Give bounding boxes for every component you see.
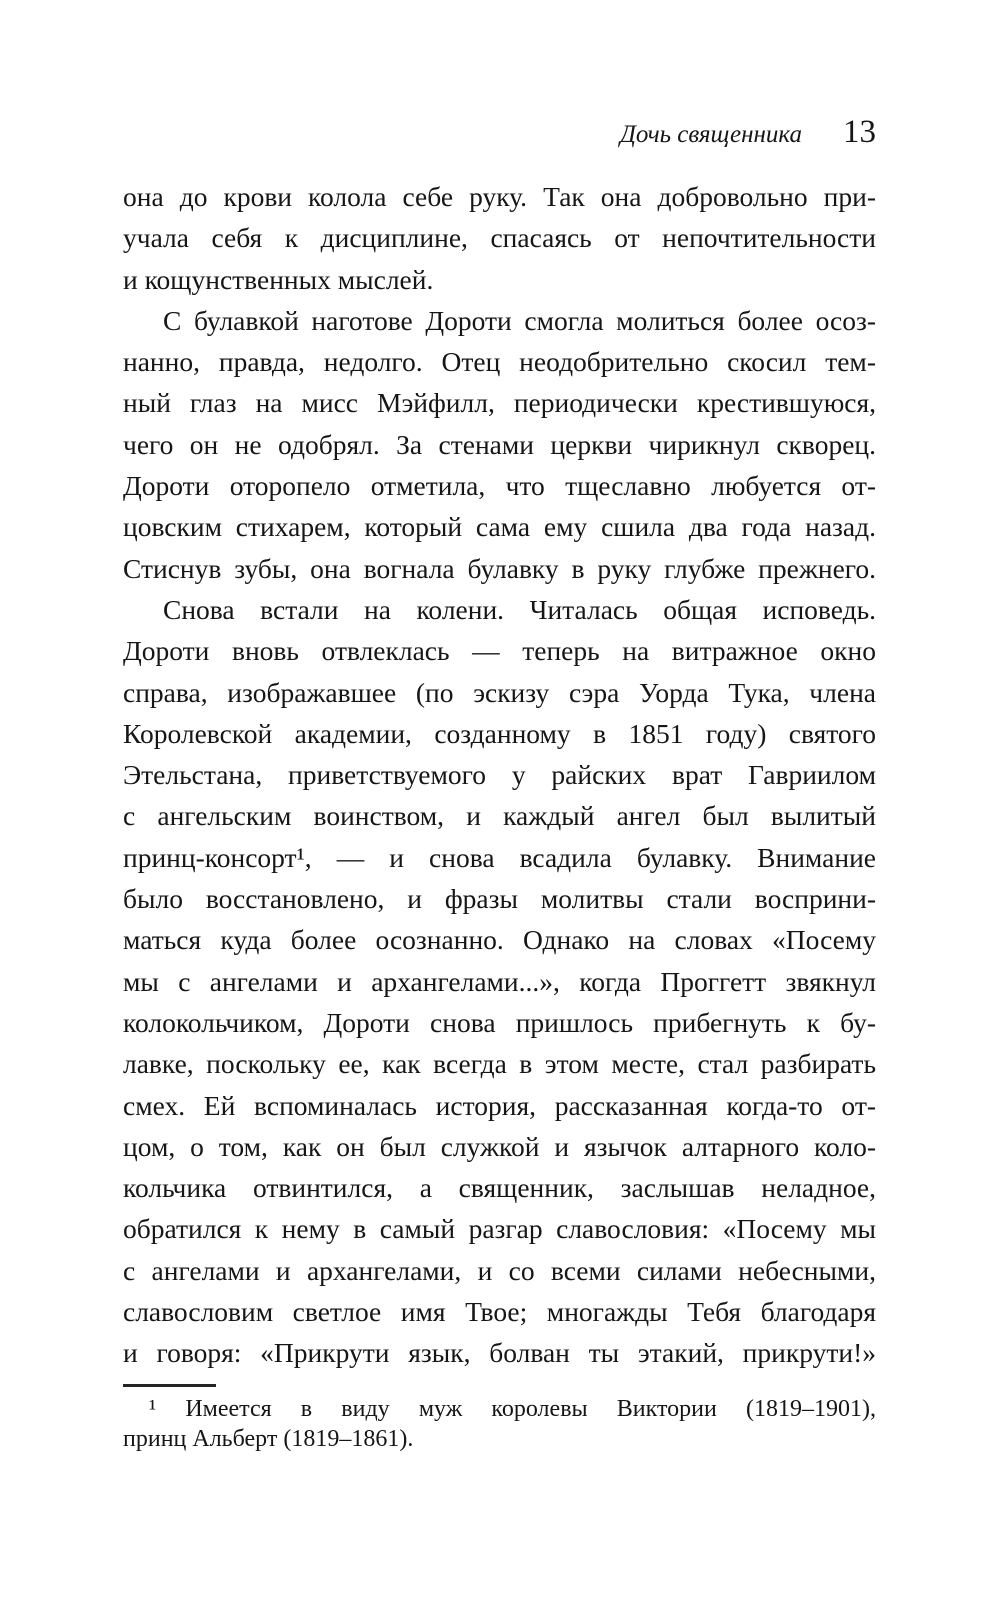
running-header	[123, 114, 876, 151]
page-number: 13	[843, 114, 876, 150]
text-line: цовским стихарем, который сама ему сшила два года назад.	[123, 511, 876, 543]
text-line: нанно, правда, недолго. Отец неодобрительно скосил тем-	[123, 346, 876, 378]
text-line: Стиснув зубы, она вогнала булавку в руку глубже прежнего.	[123, 552, 876, 584]
text-line: Снова встали на колени. Читалась общая исповедь.	[163, 593, 876, 625]
text-line: справа, изображавшее (по эскизу сэра Уорда Тука, члена	[123, 676, 876, 708]
text-line: принц-консорт¹, — и снова всадила булавку. Внимание	[123, 841, 876, 873]
text-line: обратился к нему в самый разгар славословия: «Посему мы	[123, 1213, 876, 1245]
text-line: она до крови колола себе руку. Так она добровольно при-	[123, 181, 876, 212]
text-line: мы с ангелами и архангелами...», когда Проггетт звякнул	[123, 965, 876, 997]
text-line: смех. Ей вспоминалась история, рассказанная когда-то от-	[123, 1089, 876, 1121]
text-line: Дороти вновь отвлеклась — теперь на витражное окно	[123, 635, 876, 667]
text-line: ный глаз на мисс Мэйфилл, периодически крестившуюся,	[123, 387, 876, 419]
text-line: с ангельским воинством, и каждый ангел был вылитый	[123, 800, 876, 832]
text-line: колокольчиком, Дороти снова пришлось прибегнуть к бу-	[123, 1006, 876, 1038]
text-line: чего он не одобрял. За стенами церкви чирикнул скворец.	[123, 428, 876, 460]
text-line: лавке, поскольку ее, как всегда в этом месте, стал разбирать	[123, 1048, 876, 1080]
text-line: с ангелами и архангелами, и со всеми силами небесными,	[123, 1254, 876, 1286]
text-line: цом, о том, как он был служкой и язычок алтарного коло-	[123, 1130, 876, 1162]
text-line: учала себя к дисциплине, спасаясь от непочтительности	[123, 222, 876, 254]
text-line: кольчика отвинтился, а священник, заслышав неладное,	[123, 1172, 876, 1204]
footnote	[123, 1395, 876, 1454]
text-line: Королевской академии, созданному в 1851 году) святого	[123, 717, 876, 749]
footnote-line: ¹ Имеется в виду муж королевы Виктории (1819–1901),	[149, 1396, 876, 1422]
text-line: славословим светлое имя Твое; многажды Тебя благодаря	[123, 1296, 876, 1328]
text-line: было восстановлено, и фразы молитвы стали восприни-	[123, 883, 876, 915]
footnote-line: принц Альберт (1819–1861).	[123, 1425, 414, 1452]
text-line: С булавкой наготове Дороти смогла молиться более осоз-	[163, 304, 876, 336]
footnote-rule	[123, 1384, 216, 1387]
text-line: Этельстана, приветствуемого у райских врат Гавриилом	[123, 759, 876, 791]
body-text	[123, 176, 876, 1374]
text-line: и говоря: «Прикрути язык, болван ты этакий, прикрути!»	[123, 1337, 876, 1369]
running-title: Дочь священника	[619, 121, 802, 148]
text-line: Дороти оторопело отметила, что тщеславно любуется от-	[123, 470, 876, 502]
text-line: и кощунственных мыслей.	[123, 263, 434, 295]
text-line: маться куда более осознанно. Однако на словах «Посему	[123, 924, 876, 956]
